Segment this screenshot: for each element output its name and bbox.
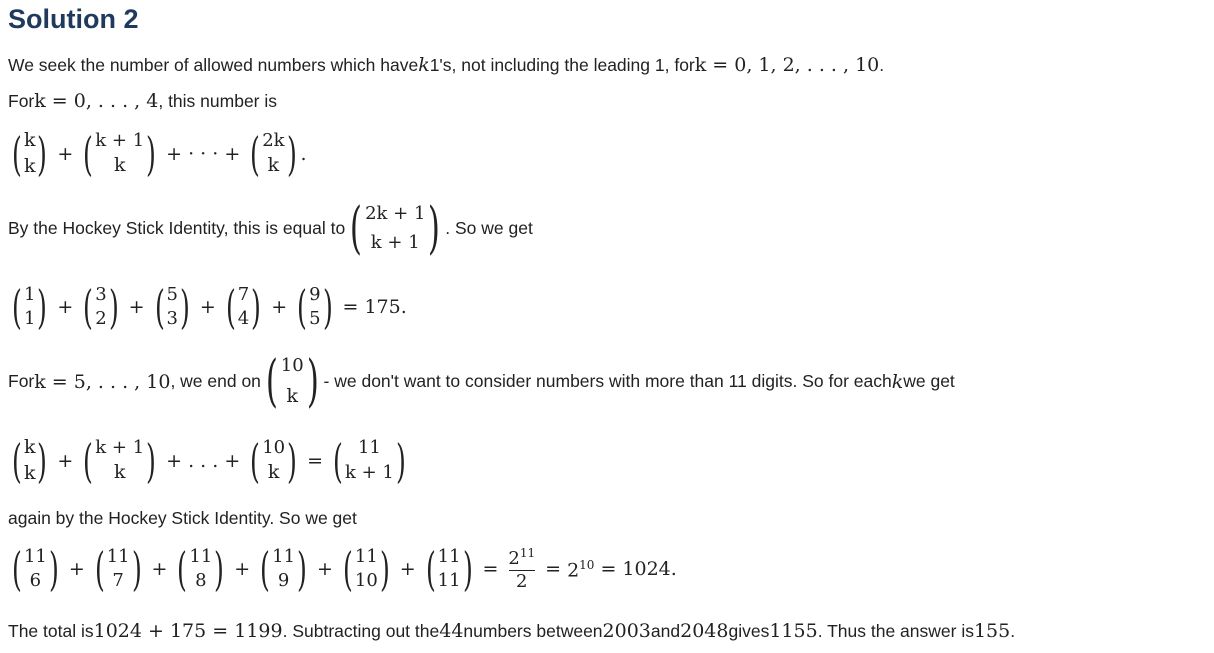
equals-sign: = [307, 449, 323, 472]
math-range: k = 0, 1, 2, . . . , 10 [694, 54, 880, 76]
text: . So we get [445, 218, 533, 239]
binomial: ( 11 9 ) [260, 542, 307, 597]
case-small-k [8, 90, 277, 112]
binomial: ( 11 k + 1 ) [333, 433, 406, 488]
text: . [879, 54, 885, 75]
binomial: ( 10 k ) [250, 433, 298, 488]
power: $2^{10}$ [567, 557, 595, 581]
plus-sign: + [57, 296, 74, 319]
result: = 1024. [600, 558, 677, 581]
equals-sign: = [482, 558, 499, 581]
plus-sign: + [234, 558, 251, 581]
text: - we don't want to consider numbers with more than 11 digits. So for each [323, 371, 892, 392]
ellipsis-sum: + . . . + [166, 449, 241, 472]
plus-sign: + [199, 296, 216, 319]
text: We seek the number of allowed numbers which have [8, 54, 419, 75]
math-range: k = 5, . . . , 10 [34, 370, 171, 393]
equation-sum-1024 [8, 542, 683, 597]
text: , we end on [170, 371, 261, 392]
plus-sign: + [128, 296, 145, 319]
binomial: ( 2k k ) [250, 126, 297, 181]
binomial: ( 9 5 ) [297, 280, 333, 335]
plus-sign: + [68, 558, 85, 581]
text: By the Hockey Stick Identity, this is equal to [8, 218, 346, 239]
text: we get [903, 371, 955, 392]
binomial: ( k + 1 k ) [83, 126, 157, 181]
text: again by the Hockey Stick Identity. So we get [8, 508, 357, 528]
text: and [650, 620, 681, 641]
binomial: ( 3 2 ) [83, 280, 119, 335]
binomial: ( k + 1 k ) [83, 433, 157, 488]
text: The total is [8, 620, 94, 641]
math-2003: 2003 [602, 620, 651, 642]
text: gives [728, 620, 770, 641]
math-1155: 1155 [769, 620, 818, 642]
hockey-stick-paragraph [8, 195, 533, 261]
math-k: k [418, 54, 430, 76]
plus-sign: + [399, 558, 416, 581]
binomial: ( 11 7 ) [94, 542, 142, 597]
equation-sum-large [8, 435, 410, 486]
binomial: ( 10 k ) [265, 348, 319, 414]
plus-sign: + [151, 558, 168, 581]
solution-heading: Solution 2 [8, 4, 139, 34]
binomial: ( 11 10 ) [342, 542, 390, 597]
math-range: k = 0, . . . , 4 [34, 90, 159, 112]
math-2048: 2048 [680, 620, 729, 642]
plus-sign: + [317, 558, 333, 581]
text: . Thus the answer is [817, 620, 974, 641]
result: = 175. [342, 296, 407, 319]
binomial: ( 11 8 ) [177, 542, 225, 597]
plus-sign: + [271, 296, 288, 319]
binomial: ( 7 4 ) [225, 280, 262, 335]
text: , this number is [158, 90, 277, 111]
text: numbers between [463, 620, 603, 641]
math-44: 44 [439, 620, 464, 642]
binomial: ( 11 6 ) [12, 542, 59, 597]
math-answer: 155 [973, 620, 1011, 642]
plus-sign: + [57, 449, 74, 472]
case-large-k [8, 348, 955, 414]
fraction: $\frac{2^{11}}{2}$ [508, 546, 536, 592]
text: For [8, 371, 35, 392]
equation-sum-175 [8, 280, 413, 335]
period: . [300, 142, 307, 165]
math-total: 1024 + 175 = 1199 [93, 620, 283, 642]
binomial: ( 5 3 ) [154, 280, 190, 335]
binomial: ( k k ) [12, 433, 48, 488]
text: 1's, not including the leading 1, for [429, 54, 695, 75]
conclusion-paragraph [8, 620, 1015, 642]
text: For [8, 90, 35, 111]
intro-paragraph [8, 54, 884, 76]
plus-sign: + [57, 142, 74, 165]
binomial: ( 2k + 1 k + 1 ) [350, 195, 441, 261]
binomial: ( k k ) [12, 126, 48, 181]
binomial: ( 11 11 ) [425, 542, 473, 597]
ellipsis-sum: + · · · + [166, 142, 241, 165]
equation-sum-small [8, 128, 307, 179]
equals-sign: = [545, 558, 562, 581]
text: . Subtracting out the [282, 620, 440, 641]
again-paragraph [8, 508, 357, 529]
text: . [1010, 620, 1016, 641]
math-k: k [891, 370, 904, 393]
binomial: ( 1 1 ) [12, 280, 48, 335]
